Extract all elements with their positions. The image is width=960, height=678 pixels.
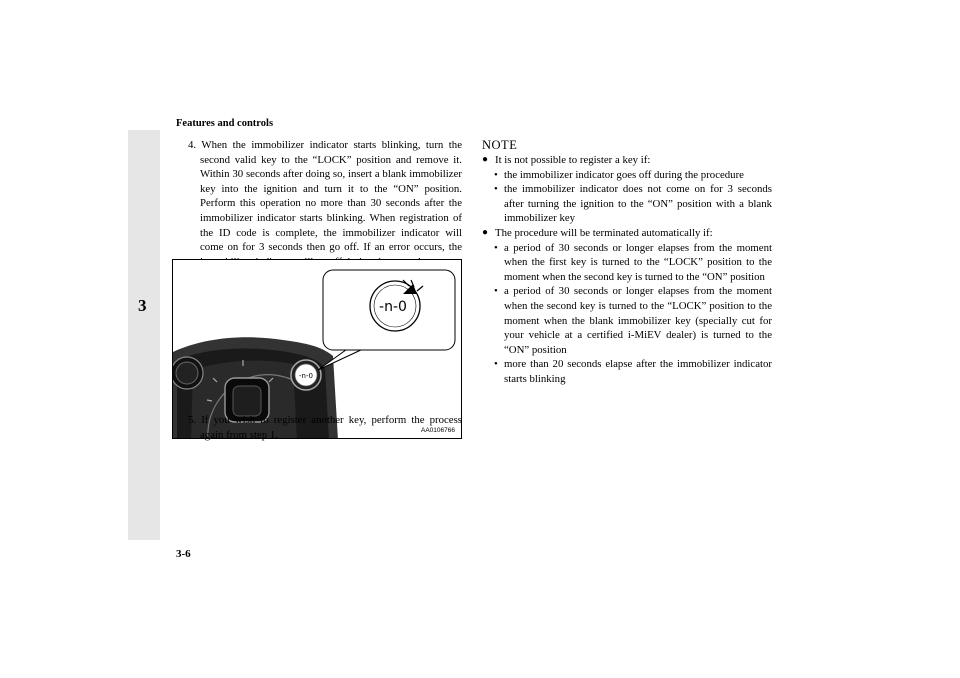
note-heading: NOTE bbox=[482, 138, 518, 152]
note-sub-item: • the immobilizer indicator does not come on for 3 seconds after turning the ignition to the “ON” position with a blank immobilizer key bbox=[494, 183, 772, 225]
chapter-number: 3 bbox=[138, 296, 147, 315]
step-4-text: 4. When the immobilizer indicator starts blinking, turn the second valid key to the “LOCK” position and remove it. Within 30 seconds after doing so, insert a blank immobilizer key into the ignition and turn it to the “ON” position. Perform this operation no more than 30 seconds after the immobilizer indicator starts blinking. When registration of the ID code is complete, the immobilizer indicator will come on for 3 seconds then go off. If an error occurs, the bbox=[188, 139, 462, 254]
note-bullet-1 bbox=[482, 153, 772, 168]
step-5 bbox=[188, 413, 462, 442]
note-sub-item: • a period of 30 seconds or longer elapses from the moment when the first key is turned to the “LOCK” position to the moment when the second key is turned to the “ON” position bbox=[494, 241, 772, 283]
page-number: 3-6 bbox=[176, 548, 191, 560]
note-sub-item-text: a period of 30 seconds or longer elapses from the moment when the second key is turned to the “LOCK” position to the moment when the blank immobilizer key (specially cut for your vehicle at a certified i-MiEV dealer) is turned to the “ON” position bbox=[504, 285, 772, 356]
note-sub-item-text: the immobilizer indicator goes off during the procedure bbox=[504, 168, 744, 181]
note-bullet-2 bbox=[482, 226, 772, 241]
note-sub-item-text: more than 20 seconds elapse after the immobilizer indicator starts blinking bbox=[504, 358, 772, 385]
step-4 bbox=[188, 138, 462, 269]
instrument-panel-illustration bbox=[172, 259, 462, 439]
note-sub-item-text: the immobilizer indicator does not come on for 3 seconds after turning the ignition to the “ON” position with a blank immobilizer key bbox=[504, 183, 772, 225]
note-sub-item: • more than 20 seconds elapse after the immobilizer indicator starts blinking bbox=[494, 358, 772, 385]
svg-text:-n-0: -n-0 bbox=[299, 372, 313, 380]
svg-text:-n-0: -n-0 bbox=[379, 299, 407, 315]
section-title: Features and controls bbox=[176, 118, 274, 129]
figure-code: AA0106766 bbox=[421, 427, 455, 434]
note-bullet-1-text: It is not possible to register a key if: bbox=[495, 154, 651, 166]
step-5-text: 5. If you wish to register another key, perform the process again from step 1. bbox=[188, 414, 462, 441]
note-bullet-2-text: The procedure will be terminated automatically if: bbox=[495, 226, 713, 239]
note-sub-item-text: a period of 30 seconds or longer elapses from the moment when the first key is turned to the “LOCK” position to the moment when the second key is turned to the “ON” position bbox=[504, 241, 772, 283]
chapter-tab bbox=[128, 130, 160, 540]
bullet-dot-icon: ● bbox=[482, 154, 489, 165]
note-box bbox=[482, 138, 772, 387]
bullet-dot-icon: ● bbox=[482, 226, 489, 238]
note-sub-item: • the immobilizer indicator goes off during the procedure bbox=[494, 168, 744, 181]
note-sub-item: • a period of 30 seconds or longer elapses from the moment when the second key is turned to the “LOCK” position to the moment when the blank immobilizer key (specially cut for your vehicle at a certified i-MiEV dealer) is turned to the “ON” position bbox=[494, 285, 772, 356]
